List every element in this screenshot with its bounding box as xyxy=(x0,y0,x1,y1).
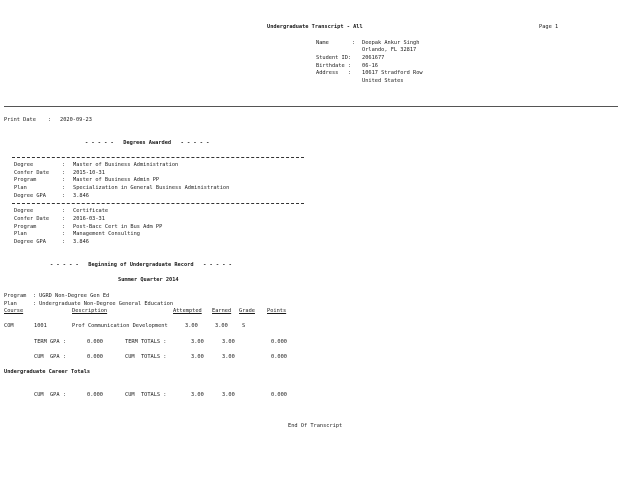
colon: : xyxy=(62,239,66,245)
term-totals-label: TERM TOTALS : xyxy=(125,339,167,345)
course-attempted: 3.00 xyxy=(185,323,198,329)
colon: : xyxy=(62,216,66,222)
term-gpa: 0.000 xyxy=(87,339,103,345)
col-earned: Earned xyxy=(212,308,232,314)
confer-date-label: Confer Date xyxy=(14,216,50,222)
degree-gpa-value: 3.846 xyxy=(73,239,89,245)
degree-value: Master of Business Administration xyxy=(73,162,179,168)
career-earned: 3.00 xyxy=(222,392,235,398)
term-attempted: 3.00 xyxy=(191,339,204,345)
degree-label: Degree xyxy=(14,162,34,168)
degree-label: Degree xyxy=(14,208,34,214)
print-date-label: Print Date xyxy=(4,117,36,123)
program-label: Program xyxy=(14,177,37,183)
col-grade: Grade xyxy=(239,308,255,314)
degree-separator xyxy=(12,203,304,204)
course-number: 1001 xyxy=(34,323,47,329)
birthdate: 06-16 xyxy=(362,63,378,69)
degree-gpa-label: Degree GPA xyxy=(14,193,46,199)
term-earned: 3.00 xyxy=(222,339,235,345)
col-points: Points xyxy=(267,308,287,314)
end-of-transcript: End Of Transcript xyxy=(288,423,343,429)
cum-gpa-label: CUM GPA : xyxy=(34,354,66,360)
cum-totals-label: CUM TOTALS : xyxy=(125,354,167,360)
program-value: Master of Business Admin PP xyxy=(73,177,160,183)
print-date-sep: : xyxy=(48,117,52,123)
program-line: Program : UGRD Non-Degree Gen Ed xyxy=(4,293,110,299)
cum-attempted: 3.00 xyxy=(191,354,204,360)
colon: : xyxy=(62,193,66,199)
col-description: Description xyxy=(72,308,108,314)
program-label: Program xyxy=(14,224,37,230)
address-label: Address : xyxy=(316,70,352,76)
course-description: Prof Communication Development xyxy=(72,323,168,329)
transcript-title: Undergraduate Transcript - All xyxy=(267,24,363,30)
confer-date-label: Confer Date xyxy=(14,170,50,176)
career-points: 0.000 xyxy=(271,392,287,398)
confer-date-value: 2016-03-31 xyxy=(73,216,105,222)
course-earned: 3.00 xyxy=(215,323,228,329)
cum-gpa: 0.000 xyxy=(87,354,103,360)
term-points: 0.000 xyxy=(271,339,287,345)
degree-gpa-value: 3.846 xyxy=(73,193,89,199)
degree-separator xyxy=(12,157,304,158)
term-heading: Summer Quarter 2014 xyxy=(118,277,179,283)
course-grade: S xyxy=(242,323,246,329)
degree-value: Certificate xyxy=(73,208,109,214)
career-totals-heading: Undergraduate Career Totals xyxy=(4,369,91,375)
career-gpa-label: CUM GPA : xyxy=(34,392,66,398)
colon: : xyxy=(62,177,66,183)
colon: : xyxy=(62,208,66,214)
course-subject: COM xyxy=(4,323,14,329)
cum-points: 0.000 xyxy=(271,354,287,360)
term-gpa-label: TERM GPA : xyxy=(34,339,66,345)
colon: : xyxy=(62,170,66,176)
program-value: Post-Bacc Cert in Bus Adm PP xyxy=(73,224,163,230)
student-name-label: Name xyxy=(316,40,329,46)
plan-line: Plan : Undergraduate Non-Degree General Education xyxy=(4,301,174,307)
student-city: Orlando, FL 32817 xyxy=(362,47,417,53)
plan-label: Plan xyxy=(14,185,27,191)
col-attempted: Attempted xyxy=(173,308,202,314)
plan-value: Specialization in General Business Administration xyxy=(73,185,230,191)
colon: : xyxy=(62,185,66,191)
career-gpa: 0.000 xyxy=(87,392,103,398)
career-totals-label: CUM TOTALS : xyxy=(125,392,167,398)
degree-gpa-label: Degree GPA xyxy=(14,239,46,245)
plan-label: Plan xyxy=(14,231,27,237)
header-divider xyxy=(4,106,618,107)
degrees-awarded-heading: - - - - - Degrees Awarded - - - - - xyxy=(85,140,210,146)
career-attempted: 3.00 xyxy=(191,392,204,398)
page-number: Page 1 xyxy=(539,24,559,30)
print-date: 2020-09-23 xyxy=(60,117,92,123)
confer-date-value: 2015-10-31 xyxy=(73,170,105,176)
student-name-sep: : xyxy=(352,40,356,46)
student-id-label: Student ID: xyxy=(316,55,352,61)
colon: : xyxy=(62,162,66,168)
student-id: 2061677 xyxy=(362,55,385,61)
col-course: Course xyxy=(4,308,24,314)
cum-earned: 3.00 xyxy=(222,354,235,360)
colon: : xyxy=(62,231,66,237)
colon: : xyxy=(62,224,66,230)
birthdate-label: Birthdate : xyxy=(316,63,352,69)
plan-value: Management Consulting xyxy=(73,231,140,237)
address-street: 10617 Stradford Row xyxy=(362,70,423,76)
student-name: Deepak Ankur Singh xyxy=(362,40,420,46)
address-country: United States xyxy=(362,78,404,84)
record-heading: - - - - - Beginning of Undergraduate Record - - - - - xyxy=(50,262,232,268)
